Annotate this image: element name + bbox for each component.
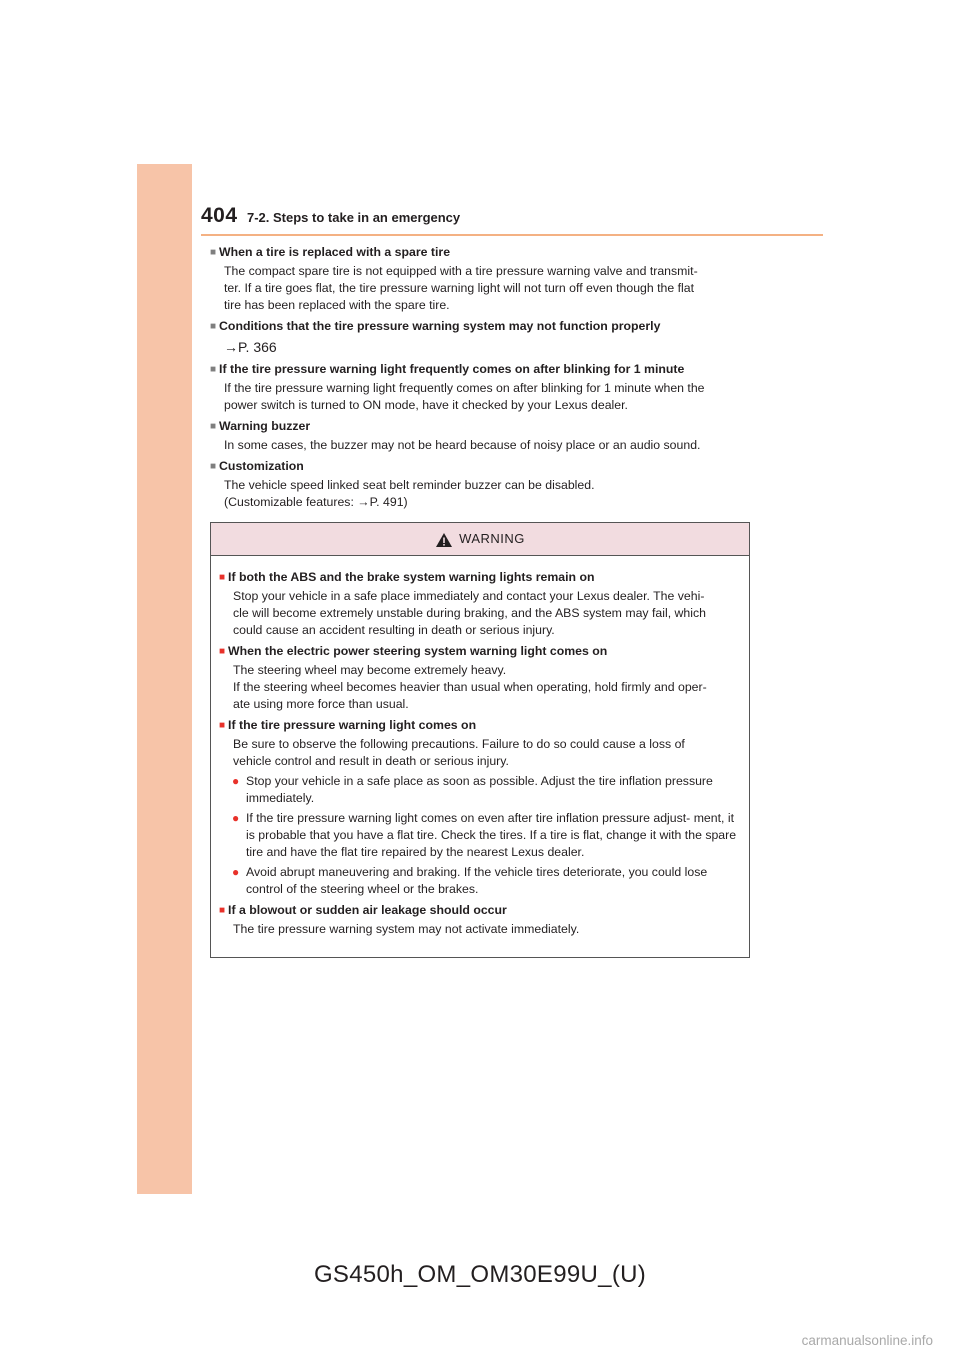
bullet-item <box>219 810 743 861</box>
body-line: could cause an accident resulting in death or serious injury. <box>233 623 555 637</box>
block-title: When a tire is replaced with a spare tire <box>219 245 451 259</box>
body-line: ate using more force than usual. <box>233 697 409 711</box>
warning-heading: WARNING <box>459 531 525 546</box>
body-line: cle will become extremely unstable during braking, and the ABS system may fail, which <box>233 606 706 620</box>
block-title: Warning buzzer <box>219 419 311 433</box>
body-line: If the steering wheel becomes heavier than usual when operating, hold firmly and oper- <box>233 680 707 694</box>
warning-block <box>219 716 743 898</box>
body-line: The compact spare tire is not equipped with a tire pressure warning valve and transmit- <box>224 264 698 278</box>
warning-block-title: If both the ABS and the brake system warning lights remain on <box>228 570 595 584</box>
warning-block <box>219 568 743 639</box>
watermark: carmanualsonline.info <box>801 1333 933 1348</box>
body-line: If the tire pressure warning light frequently comes on after blinking for 1 minute when the <box>224 381 705 395</box>
red-dot-icon: ● <box>232 811 240 825</box>
square-bullet-icon: ■ <box>210 421 217 432</box>
red-dot-icon: ● <box>232 774 240 788</box>
warning-block-title: When the electric power steering system warning light comes on <box>228 644 608 658</box>
body-line: ter. If a tire goes flat, the tire pressure warning light will not turn off even though the flat <box>224 281 695 295</box>
red-square-bullet-icon: ■ <box>219 720 226 731</box>
body-line: The tire pressure warning system may not activate immediately. <box>233 922 580 936</box>
red-square-bullet-icon: ■ <box>219 572 226 583</box>
page-reference-link[interactable]: (Customizable features: →P. 491) <box>224 495 408 509</box>
document-code: GS450h_OM_OM30E99U_(U) <box>313 1261 647 1288</box>
square-bullet-icon: ■ <box>210 321 217 332</box>
main-content <box>210 243 750 514</box>
chapter-sidebar-tab <box>137 164 192 1194</box>
body-line: tire has been replaced with the spare tire. <box>224 298 450 312</box>
body-line: Be sure to observe the following precautions. Failure to do so could cause a loss of <box>233 737 685 751</box>
block-title: Conditions that the tire pressure warning system may not function properly <box>219 319 661 333</box>
page-header <box>201 204 823 236</box>
section-title: 7-2. Steps to take in an emergency <box>247 210 461 225</box>
page-number: 404 <box>201 204 238 227</box>
body-line: In some cases, the buzzer may not be heard because of noisy place or an audio sound. <box>224 438 701 452</box>
warning-triangle-icon <box>435 532 453 548</box>
info-block <box>210 243 750 314</box>
body-line: vehicle control and result in death or serious injury. <box>233 754 509 768</box>
block-title: Customization <box>219 459 304 473</box>
warning-block <box>219 901 743 938</box>
square-bullet-icon: ■ <box>210 247 217 258</box>
info-block <box>210 457 750 511</box>
warning-block <box>219 642 743 713</box>
info-block <box>210 417 750 454</box>
red-square-bullet-icon: ■ <box>219 905 226 916</box>
body-line: Stop your vehicle in a safe place immediately and contact your Lexus dealer. The vehi- <box>233 589 705 603</box>
warning-header <box>211 523 749 556</box>
body-line: power switch is turned to ON mode, have it checked by your Lexus dealer. <box>224 398 628 412</box>
page-reference-link[interactable]: →P. 366 <box>224 339 277 355</box>
bullet-text: If the tire pressure warning light comes on even after tire inflation pressure adjust- ment, it is probable that you have a flat tire. Check the tires. If a tire is flat, change it with the spare tire and have the flat tire repaired by the nearest Lexus dealer. <box>246 811 737 859</box>
warning-block-title: If the tire pressure warning light comes on <box>228 718 477 732</box>
warning-box <box>210 522 750 958</box>
body-line: The vehicle speed linked seat belt reminder buzzer can be disabled. <box>224 478 595 492</box>
info-block <box>210 317 750 357</box>
red-square-bullet-icon: ■ <box>219 646 226 657</box>
block-title: If the tire pressure warning light frequently comes on after blinking for 1 minute <box>219 362 685 376</box>
warning-block-title: If a blowout or sudden air leakage should occur <box>228 903 507 917</box>
bullet-text: Avoid abrupt maneuvering and braking. If the vehicle tires deteriorate, you could lose control of the steering wheel or the brakes. <box>246 865 708 896</box>
square-bullet-icon: ■ <box>210 461 217 472</box>
bullet-item <box>219 864 743 898</box>
bullet-item <box>219 773 743 807</box>
square-bullet-icon: ■ <box>210 364 217 375</box>
bullet-text: Stop your vehicle in a safe place as soon as possible. Adjust the tire inflation pressure immediately. <box>246 774 713 805</box>
body-line: The steering wheel may become extremely heavy. <box>233 663 507 677</box>
info-block <box>210 360 750 414</box>
red-dot-icon: ● <box>232 865 240 879</box>
